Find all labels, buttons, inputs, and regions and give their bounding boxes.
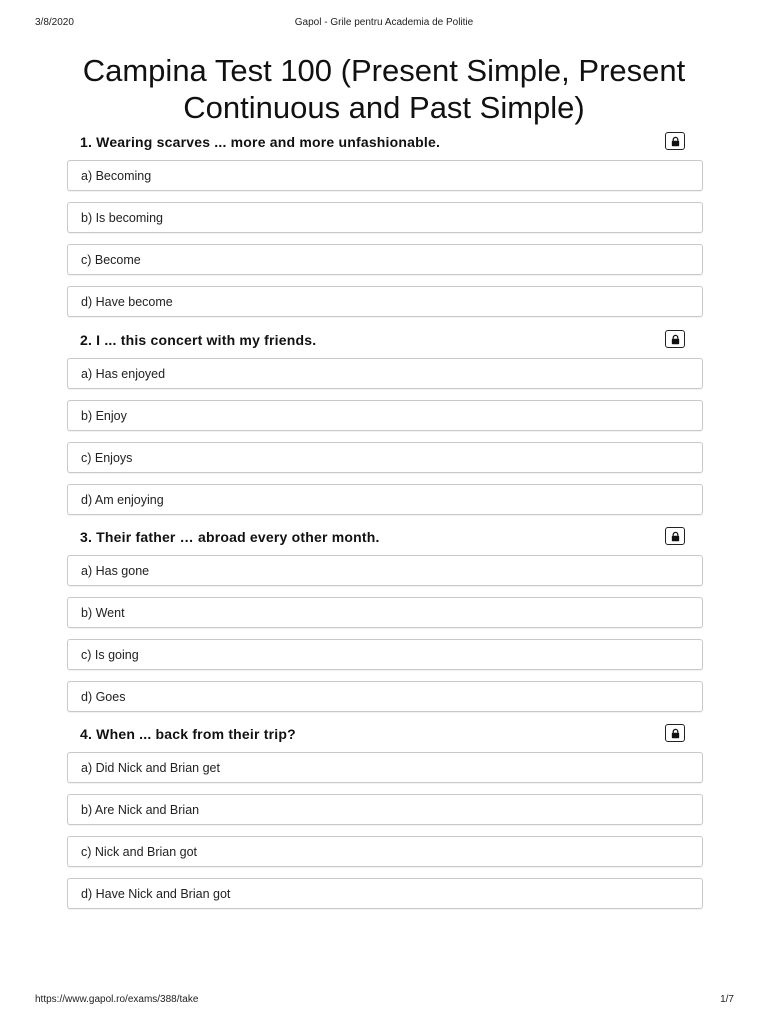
question-text: 4. When ... back from their trip? — [80, 726, 296, 742]
print-date: 3/8/2020 — [35, 17, 74, 28]
question-text: 2. I ... this concert with my friends. — [80, 332, 317, 348]
answer-option-b[interactable] — [67, 597, 703, 628]
answer-option-d[interactable] — [67, 878, 703, 909]
answer-option-label: d) Goes — [81, 690, 126, 704]
answer-option-c[interactable] — [67, 244, 703, 275]
answer-option-a[interactable] — [67, 160, 703, 191]
page-title: Campina Test 100 (Present Simple, Present Continuous and Past Simple) — [82, 53, 686, 125]
answer-option-c[interactable] — [67, 836, 703, 867]
answer-option-b[interactable] — [67, 794, 703, 825]
question-4 — [67, 724, 703, 901]
question-2 — [67, 330, 703, 507]
page-number: 1/7 — [720, 994, 734, 1005]
answer-option-d[interactable] — [67, 681, 703, 712]
answer-option-label: c) Nick and Brian got — [81, 845, 198, 859]
answer-option-label: a) Becoming — [81, 169, 152, 183]
answer-option-label: b) Enjoy — [81, 409, 127, 423]
question-3 — [67, 527, 703, 704]
answer-option-c[interactable] — [67, 639, 703, 670]
answer-option-label: a) Has enjoyed — [81, 367, 166, 381]
question-1 — [67, 132, 703, 309]
answer-option-a[interactable] — [67, 752, 703, 783]
lock-icon — [670, 136, 681, 147]
answer-option-label: b) Is becoming — [81, 211, 163, 225]
answer-option-label: c) Enjoys — [81, 451, 133, 465]
answer-option-label: d) Have Nick and Brian got — [81, 887, 231, 901]
answer-option-a[interactable] — [67, 555, 703, 586]
answer-option-d[interactable] — [67, 484, 703, 515]
print-page-title: Gapol - Grile pentru Academia de Politie — [294, 17, 474, 28]
answer-option-b[interactable] — [67, 400, 703, 431]
answer-option-label: d) Am enjoying — [81, 493, 164, 507]
answer-option-a[interactable] — [67, 358, 703, 389]
question-text: 3. Their father … abroad every other month. — [80, 529, 380, 545]
answer-option-label: b) Went — [81, 606, 125, 620]
answer-option-label: a) Has gone — [81, 564, 150, 578]
answer-option-label: c) Is going — [81, 648, 139, 662]
answer-option-c[interactable] — [67, 442, 703, 473]
answer-option-b[interactable] — [67, 202, 703, 233]
print-header — [0, 17, 768, 31]
answer-option-label: c) Become — [81, 253, 141, 267]
answer-option-label: a) Did Nick and Brian get — [81, 761, 220, 775]
answer-option-label: d) Have become — [81, 295, 173, 309]
lock-button[interactable] — [665, 724, 685, 742]
answer-option-label: b) Are Nick and Brian — [81, 803, 200, 817]
lock-icon — [670, 334, 681, 345]
answer-option-d[interactable] — [67, 286, 703, 317]
lock-button[interactable] — [665, 527, 685, 545]
question-text: 1. Wearing scarves ... more and more unfashionable. — [80, 134, 441, 150]
lock-icon — [670, 531, 681, 542]
lock-button[interactable] — [665, 132, 685, 150]
print-footer — [0, 994, 768, 1008]
lock-button[interactable] — [665, 330, 685, 348]
page-url: https://www.gapol.ro/exams/388/take — [35, 994, 199, 1005]
lock-icon — [670, 728, 681, 739]
